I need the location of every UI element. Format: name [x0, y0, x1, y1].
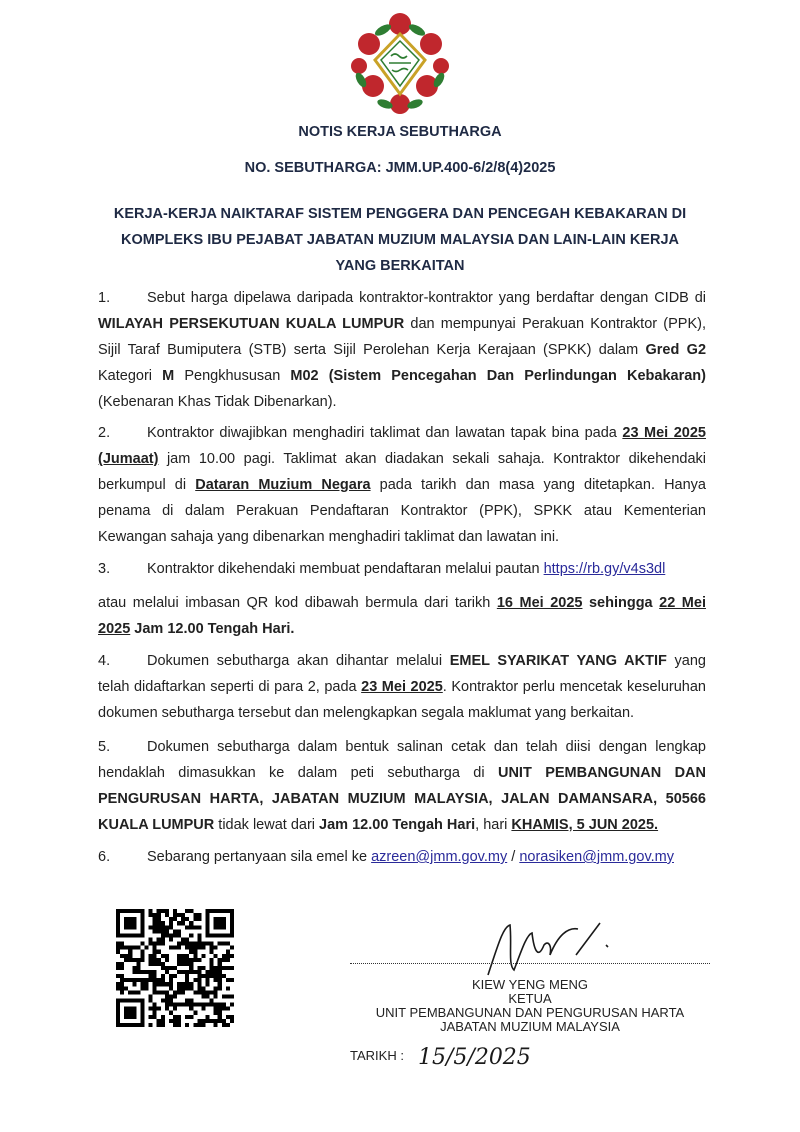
- notice-title: NOTIS KERJA SEBUTHARGA: [298, 124, 502, 140]
- paragraph-number: 2.: [98, 425, 111, 441]
- text: tidak lewat dari: [214, 817, 320, 833]
- bold-text: 23 Mei 2025: [361, 679, 443, 695]
- bold-text: M02 (Sistem Pencegahan Dan Perlindungan Kebakaran): [290, 368, 706, 384]
- signatory-unit: UNIT PEMBANGUNAN DAN PENGURUSAN HARTA: [375, 1005, 685, 1020]
- bold-text: M: [162, 368, 175, 384]
- project-title: [96, 201, 704, 279]
- jmm-crest-icon: [347, 8, 453, 116]
- paragraph-1: [98, 285, 706, 415]
- text: Pengkhususan: [174, 368, 291, 384]
- date-label: TARIKH :: [350, 1048, 404, 1063]
- text: /: [507, 849, 520, 865]
- bold-text: 16 Mei 2025: [496, 595, 583, 611]
- email-link-azreen[interactable]: azreen@jmm.gov.my: [371, 849, 508, 865]
- text: jam 10.00 pagi. Taklimat akan diadakan sekali sahaja. Kontraktor dikehendaki berkumpul di: [98, 451, 706, 493]
- text: Kontraktor diwajibkan menghadiri taklimat dan lawatan tapak bina pada: [147, 425, 623, 441]
- bold-text: Dataran Muzium Negara: [195, 477, 371, 493]
- signatory-position: KETUA: [508, 991, 552, 1006]
- paragraph-5: [98, 734, 706, 838]
- bold-text: EMEL SYARIKAT YANG AKTIF: [449, 653, 667, 669]
- text: Sebut harga dipelawa daripada kontraktor-kontraktor yang berdaftar dengan CIDB di: [147, 290, 706, 306]
- signature-icon: [468, 915, 628, 985]
- text: dan mempunyai Perakuan Kontraktor (PPK), Sijil Taraf Bumiputera (STB) serta Sijil Perolehan Kerja Kerajaan (SPKK) dalam: [98, 316, 707, 358]
- bold-text: WILAYAH PERSEKUTUAN KUALA LUMPUR: [98, 316, 405, 332]
- bold-text: Gred G2: [645, 342, 707, 358]
- signature-line: [350, 963, 710, 964]
- text: yang telah didaftarkan seperti di para 2, pada: [98, 653, 706, 695]
- paragraph-2: [98, 420, 706, 550]
- handwritten-date: [414, 1036, 534, 1076]
- text: , hari: [475, 817, 512, 833]
- project-title-line: KOMPLEKS IBU PEJABAT JABATAN MUZIUM MALAYSIA DAN LAIN-LAIN KERJA: [121, 232, 679, 248]
- paragraph-3-continued: [98, 590, 706, 642]
- reference-number: NO. SEBUTHARGA: JMM.UP.400-6/2/8(4)2025: [244, 160, 556, 176]
- text: . Kontraktor perlu mencetak keseluruhan dokumen sebutharga tersebut dan melengkapkan segala maklumat yang berkaitan.: [98, 679, 706, 721]
- text: (Kebenaran Khas Tidak Dibenarkan).: [98, 394, 337, 410]
- bold-text: sehingga: [582, 595, 660, 611]
- handwritten-date-text: 15/5/2025: [418, 1045, 531, 1070]
- bold-text: 23 Mei 2025 (Jumaat): [98, 425, 706, 467]
- project-title-line: KERJA-KERJA NAIKTARAF SISTEM PENGGERA DAN PENCEGAH KEBAKARAN DI: [113, 206, 687, 222]
- email-link-norasiken[interactable]: norasiken@jmm.gov.my: [519, 849, 674, 865]
- qr-code-icon[interactable]: [116, 909, 234, 1027]
- paragraph-number: 6.: [98, 849, 111, 865]
- registration-link[interactable]: https://rb.gy/v4s3dl: [543, 561, 666, 577]
- text: Dokumen sebutharga akan dihantar melalui: [147, 653, 450, 669]
- paragraph-6: [98, 844, 706, 870]
- bold-text: UNIT PEMBANGUNAN DAN PENGURUSAN HARTA, JABATAN MUZIUM MALAYSIA, JALAN DAMANSARA, 50566 KUALA LUMPUR: [98, 765, 706, 833]
- paragraph-number: 5.: [98, 739, 111, 755]
- bold-text: Jam 12.00 Tengah Hari: [319, 817, 476, 833]
- text: Kontraktor dikehendaki membuat pendaftaran melalui pautan: [147, 561, 544, 577]
- bold-text: Jam 12.00 Tengah Hari.: [130, 621, 295, 637]
- paragraph-number: 4.: [98, 653, 111, 669]
- text: Sebarang pertanyaan sila emel ke: [147, 849, 372, 865]
- paragraph-number: 3.: [98, 561, 111, 577]
- paragraph-4: [98, 648, 706, 726]
- bold-text: KHAMIS, 5 JUN 2025.: [511, 817, 659, 833]
- text: pada tarikh dan masa yang ditetapkan. Hanya penama di dalam Perakuan Pendaftaran Kontraktor (PPK), SPKK atau Kementerian Kewangan sahaja yang dibenarkan menghadiri taklimat dan lawatan ini.: [98, 477, 706, 545]
- signatory-name: KIEW YENG MENG: [471, 977, 589, 992]
- text: Dokumen sebutharga dalam bentuk salinan cetak dan telah diisi dengan lengkap hendaklah dimasukkan ke dalam peti sebutharga di: [98, 739, 706, 781]
- bold-text: 22 Mei 2025: [98, 595, 706, 637]
- project-title-line: YANG BERKAITAN: [335, 258, 465, 274]
- text: atau melalui imbasan QR kod dibawah bermula dari tarikh: [98, 595, 497, 611]
- signatory-department: JABATAN MUZIUM MALAYSIA: [440, 1019, 620, 1034]
- paragraph-number: 1.: [98, 290, 111, 306]
- text: Kategori: [98, 368, 163, 384]
- paragraph-3: [98, 556, 706, 582]
